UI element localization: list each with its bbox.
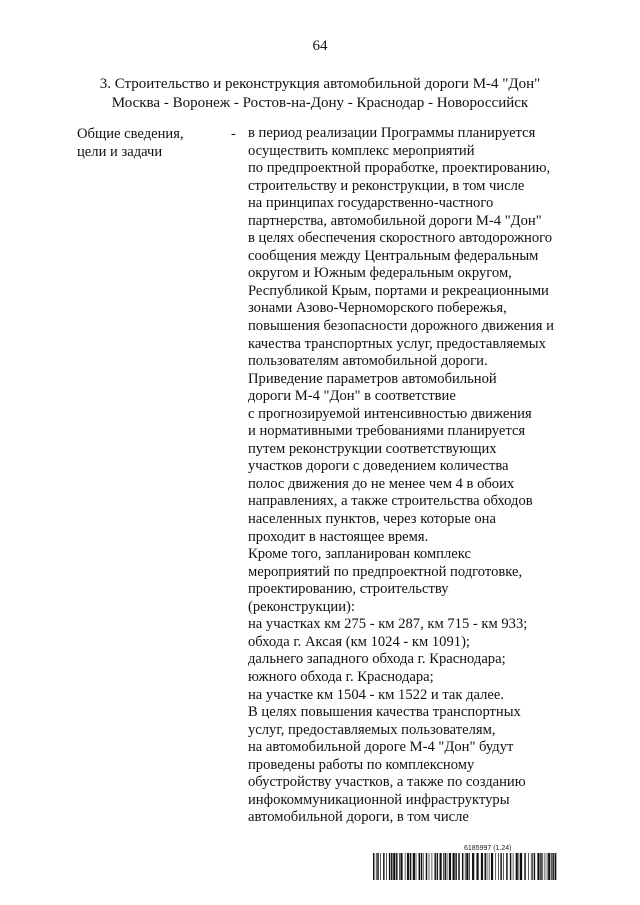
section-title-line: 3. Строительство и реконструкция автомобильной дороги М-4 "Дон" (99, 76, 541, 92)
body-text-line: в целях обеспечения скоростного автодорожного (248, 230, 553, 247)
body-text-line: округом и Южным федеральным округом, (248, 265, 512, 282)
body-text-line: по предпроектной проработке, проектированию, (248, 160, 551, 177)
body-text-line: с прогнозируемой интенсивностью движения (248, 405, 532, 422)
body-text-line: дороги М-4 "Дон" в соответствие (248, 388, 456, 405)
body-text-line: сообщения между Центральным федеральным (248, 247, 539, 264)
body-text-line: повышения безопасности дорожного движения и (248, 318, 554, 335)
body-text-line: на участках км 275 - км 287, км 715 - км 933; (248, 616, 528, 633)
body-text-line: проектированию, строительству (248, 581, 449, 598)
body-text-line: Приведение параметров автомобильной (248, 370, 497, 387)
body-text-line: проведены работы по комплексному (248, 756, 475, 773)
row-label-line: Общие сведения, (77, 126, 184, 142)
body-text-line: южного обхода г. Краснодара; (248, 668, 434, 685)
dash-separator: - (231, 126, 236, 142)
body-text-line: в период реализации Программы планируется (248, 125, 536, 141)
body-text-line: автомобильной дороги, в том числе (248, 809, 469, 826)
body-text-line: дальнего западного обхода г. Краснодара; (248, 651, 506, 668)
row-label-line: цели и задачи (77, 144, 163, 160)
body-text-line: пользователям автомобильной дороги. (248, 353, 488, 370)
section-title (40, 75, 600, 113)
body-text-line: В целях повышения качества транспортных (248, 704, 521, 721)
row-label (77, 125, 227, 161)
body-text-line: на автомобильной дороге М-4 "Дон" будут (248, 739, 514, 756)
body-text (248, 125, 588, 827)
body-text-line: населенных пунктов, через которые она (248, 511, 496, 528)
page-number: 64 (312, 38, 328, 54)
body-text-line: обустройству участков, а также по созданию (248, 774, 526, 791)
body-text-line: зонами Азово-Черноморского побережья, (248, 300, 507, 317)
body-text-line: полос движения до не менее чем 4 в обоих (248, 475, 515, 492)
body-text-line: инфокоммуникационной инфраструктуры (248, 791, 510, 808)
body-text-line: качества транспортных услуг, предоставляемых (248, 335, 546, 352)
document-code: 6185997 (1.24) (464, 845, 512, 852)
body-text-line: мероприятий по предпроектной подготовке, (248, 563, 523, 580)
body-text-line: направлениях, а также строительства обходов (248, 493, 533, 510)
barcode (373, 853, 557, 880)
body-text-line: осуществить комплекс мероприятий (248, 142, 475, 159)
body-text-line: строительству и реконструкции, в том числе (248, 177, 525, 194)
body-text-line: услуг, предоставляемых пользователям, (248, 721, 496, 738)
body-text-line: обхода г. Аксая (км 1024 - км 1091); (248, 633, 470, 650)
body-text-line: Кроме того, запланирован комплекс (248, 546, 471, 563)
body-text-line: участков дороги с доведением количества (248, 458, 509, 475)
body-text-line: на принципах государственно-частного (248, 195, 494, 212)
body-text-line: Республикой Крым, портами и рекреационными (248, 282, 549, 299)
body-text-line: проходит в настоящее время. (248, 528, 429, 545)
body-text-line: на участке км 1504 - км 1522 и так далее. (248, 686, 505, 703)
body-text-line: и нормативными требованиями планируется (248, 423, 526, 440)
body-text-line: путем реконструкции соответствующих (248, 440, 497, 457)
body-text-line: (реконструкции): (248, 598, 355, 615)
section-title-line: Москва - Воронеж - Ростов-на-Дону - Краснодар - Новороссийск (111, 95, 529, 111)
body-text-line: партнерства, автомобильной дороги М-4 "Дон" (248, 212, 542, 229)
